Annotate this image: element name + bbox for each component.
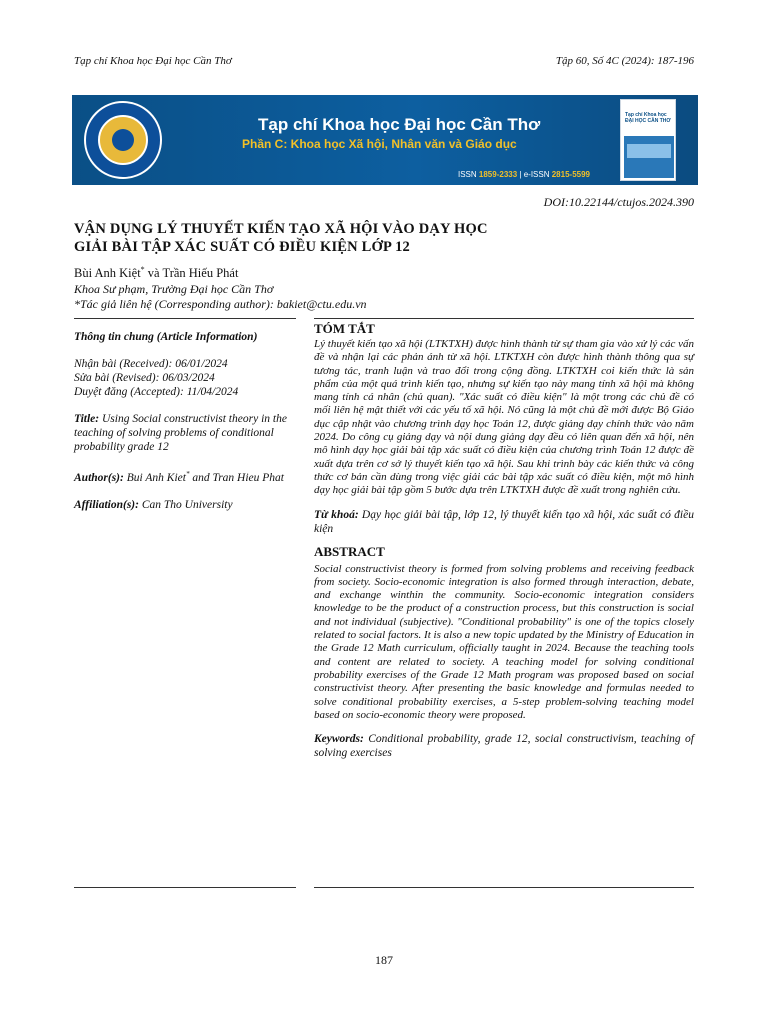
journal-banner: [72, 95, 698, 185]
journal-cover-thumbnail: [620, 99, 676, 181]
title-line-1: VẬN DỤNG LÝ THUYẾT KIẾN TẠO XÃ HỘI VÀO DẠY HỌC: [74, 221, 488, 237]
abstract-en-heading: ABSTRACT: [314, 543, 385, 559]
author-2: và Trần Hiếu Phát: [144, 266, 239, 281]
banner-issn: ISSN 1859-2333 | e-ISSN 2815-5599: [458, 170, 590, 179]
title-line-2: GIẢI BÀI TẬP XÁC SUẤT CÓ ĐIỀU KIỆN LỚP 12: [74, 239, 410, 255]
doi: DOI:10.22144/ctujos.2024.390: [543, 195, 694, 209]
english-title: Title: Using Social constructivist theory in the teaching of solving problems of conditional probability grade 12: [74, 413, 287, 453]
author-1: Bùi Anh Kiệt: [74, 266, 141, 281]
journal-name: Tạp chí Khoa học Đại học Cần Thơ: [74, 55, 232, 67]
divider: [314, 318, 694, 319]
abstracts: [314, 321, 694, 760]
abstract-vn-text: Lý thuyết kiến tạo xã hội (LTKTXH) được hình thành từ sự tham gia vào xử lý các vấn đề và nhận lại các phản ánh từ xã hội. LTKTXH còn được hình thành thông qua sự tương tác, tranh luận và trao đổi trong cộng đồng. LTKTXH coi kiến thức là sản phẩm của một quá trình kiến tạo, nhưng sự kiến tạo này mang tính xã hội mà không mang tính cá nhân (chủ quan). "Xác suất có điều kiện" là một trong các chủ đề có mối liên hệ mật thiết với các yếu tố xã hội. Nó cũng là một chủ đề mới được Bộ Giáo dục cập nhật vào chương trình dạy học Toán 12, được giảng dạy chính thức vào năm 2024. Do công cụ giảng dạy và nội dung giảng dạy đều có liên quan đến xã hội, nên mô hình dạy học giải bài tập xác suất có điều kiện của chương trình Toán 12 được đề xuất dựa trên cơ sở lý thuyết kiến tạo xã hội. Sau khi trình bày các kiến thức và công thức cơ bản cần dùng trong việc giải các bài tập xác suất có điều kiện, một mô hình dạy học giải bài tập gồm 5 bước dựa trên LTKTXH được đề xuất trong nghiên cứu.: [314, 338, 694, 497]
english-authors: Author(s): Bui Anh Kiet* and Tran Hieu Phat: [74, 470, 284, 484]
abstract-vn-heading: TÓM TẮT: [314, 321, 375, 336]
article-info-heading: Thông tin chung (Article Information): [74, 331, 258, 343]
divider: [314, 887, 694, 888]
corresponding-author: *Tác giả liên hệ (Corresponding author): bakiet@ctu.edu.vn: [74, 297, 367, 311]
author-affiliation: Khoa Sư phạm, Trường Đại học Cần Thơ: [74, 282, 274, 296]
keywords-vn: Từ khoá: Dạy học giải bài tập, lớp 12, lý thuyết kiến tạo xã hội, xác suất có điều kiện: [314, 508, 694, 535]
abstract-en-text: Social constructivist theory is formed from solving problems and receiving feedback from society. Socio-economic integration is also formed through interaction, debate, and exchange winthin the community. Socio-economic integration considers knowledge to be the product of a construction process, but this construction is social and not individual (subjective). "Conditional probability" is one of the topics closely related to social factors. It is also a new topic updated by the Ministry of Education in the Grade 12 Math curriculum, officially taught in 2024. Because the teaching tools and content are related to society. A teaching model for solving conditional probability exercises of the Grade 12 Math program was proposed based on social constructivist theory. After presenting the basic knowledge and formulas needed to solve conditional probability exercises, a 5-step problem-solving teaching model based on socio-economic theory were proposed.: [314, 562, 694, 721]
author-list: [74, 265, 238, 281]
article-title: [74, 220, 694, 256]
running-head: [74, 55, 694, 69]
university-logo-icon: [84, 101, 162, 179]
article-info: [74, 330, 296, 512]
banner-subtitle: Phần C: Khoa học Xã hội, Nhân văn và Giáo dục: [242, 137, 517, 151]
accepted-date: Duyệt đăng (Accepted): 11/04/2024: [74, 386, 239, 398]
volume-issue: Tập 60, Số 4C (2024): 187-196: [555, 55, 694, 67]
banner-title: Tạp chí Khoa học Đại học Cần Thơ: [258, 115, 541, 134]
english-affiliation: Affiliation(s): Can Tho University: [74, 498, 233, 511]
revised-date: Sửa bài (Revised): 06/03/2024: [74, 372, 215, 384]
divider: [74, 887, 296, 888]
article-dates: [74, 357, 296, 399]
page-number: 187: [375, 953, 393, 967]
corresponding-mark: *: [140, 265, 145, 274]
received-date: Nhận bài (Received): 06/01/2024: [74, 358, 228, 370]
cover-title: Tạp chí Khoa học ĐẠI HỌC CẦN THƠ: [625, 112, 671, 124]
keywords-en: Keywords: Conditional probability, grade 12, social constructivism, teaching of solving exercises: [314, 733, 694, 760]
divider: [74, 318, 296, 319]
